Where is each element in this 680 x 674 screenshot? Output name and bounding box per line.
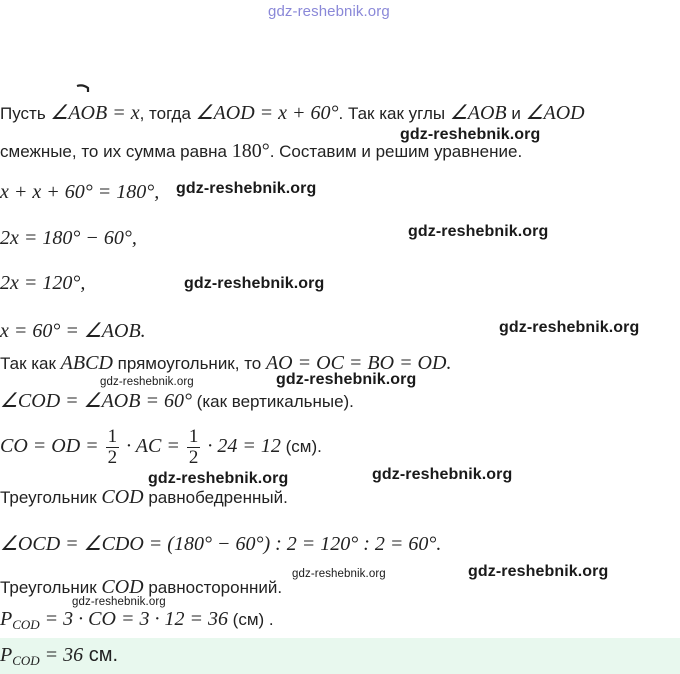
solution-line-12: Треугольник COD равносторонний. xyxy=(0,576,283,598)
watermark-top: gdz-reshebnik.org xyxy=(268,3,390,20)
solution-line-10: Треугольник COD равнобедренный. xyxy=(0,486,288,508)
watermark: gdz-reshebnik.org xyxy=(408,223,549,240)
watermark: gdz-reshebnik.org xyxy=(276,371,417,388)
watermark: gdz-reshebnik.org xyxy=(499,319,640,336)
watermark: gdz-reshebnik.org xyxy=(184,275,325,292)
watermark: gdz-reshebnik.org xyxy=(372,466,513,483)
solution-line-8: ∠COD = ∠AOB = 60° (как вертикальные). xyxy=(0,390,354,412)
solution-line-13: $P_{COD} = 3$ · CO = 3 · 12 = 36 (см) . xyxy=(0,608,274,632)
answer-box xyxy=(0,638,680,674)
solution-line-2: смежные, то их сумма равна 180°. Составим и решим уравнение. xyxy=(0,140,523,162)
ink-mark xyxy=(76,84,90,94)
solution-line-1: Пусть ∠AOB = x, тогда ∠AOD = x + 60°. Так как углы ∠AOB и ∠AOD xyxy=(0,102,585,124)
watermark: gdz-reshebnik.org xyxy=(400,126,541,143)
solution-line-7: Так как ABCD прямоугольник, то AO = OC = BO = OD. xyxy=(0,352,452,374)
fraction-half: $\frac{1}{2}$ xyxy=(188,426,199,469)
watermark-small: gdz-reshebnik.org xyxy=(292,568,386,580)
watermark-small: gdz-reshebnik.org xyxy=(100,376,194,388)
watermark: gdz-reshebnik.org xyxy=(176,180,317,197)
fraction-half: $\frac{1}{2}$ xyxy=(107,426,118,469)
solution-line-11: ∠OCD = ∠CDO = (180° − 60°) : 2 = 120° : 2 = 60°. xyxy=(0,533,442,555)
answer-line: $P_{COD} = 36$ см. xyxy=(0,644,119,668)
equation-3: 2x = 120°, xyxy=(0,272,86,294)
solution-line-9: CO = OD = $\frac{1}{2}$ · AC = $\frac{1}{2}$ · 24 = 12 (см). xyxy=(0,426,322,469)
watermark: gdz-reshebnik.org xyxy=(148,470,289,487)
equation-1: x + x + 60° = 180°, xyxy=(0,181,160,203)
equation-2: 2x = 180° − 60°, xyxy=(0,227,137,249)
watermark: gdz-reshebnik.org xyxy=(468,563,609,580)
watermark-small: gdz-reshebnik.org xyxy=(72,596,166,608)
equation-4: x = 60° = ∠AOB. xyxy=(0,320,146,342)
